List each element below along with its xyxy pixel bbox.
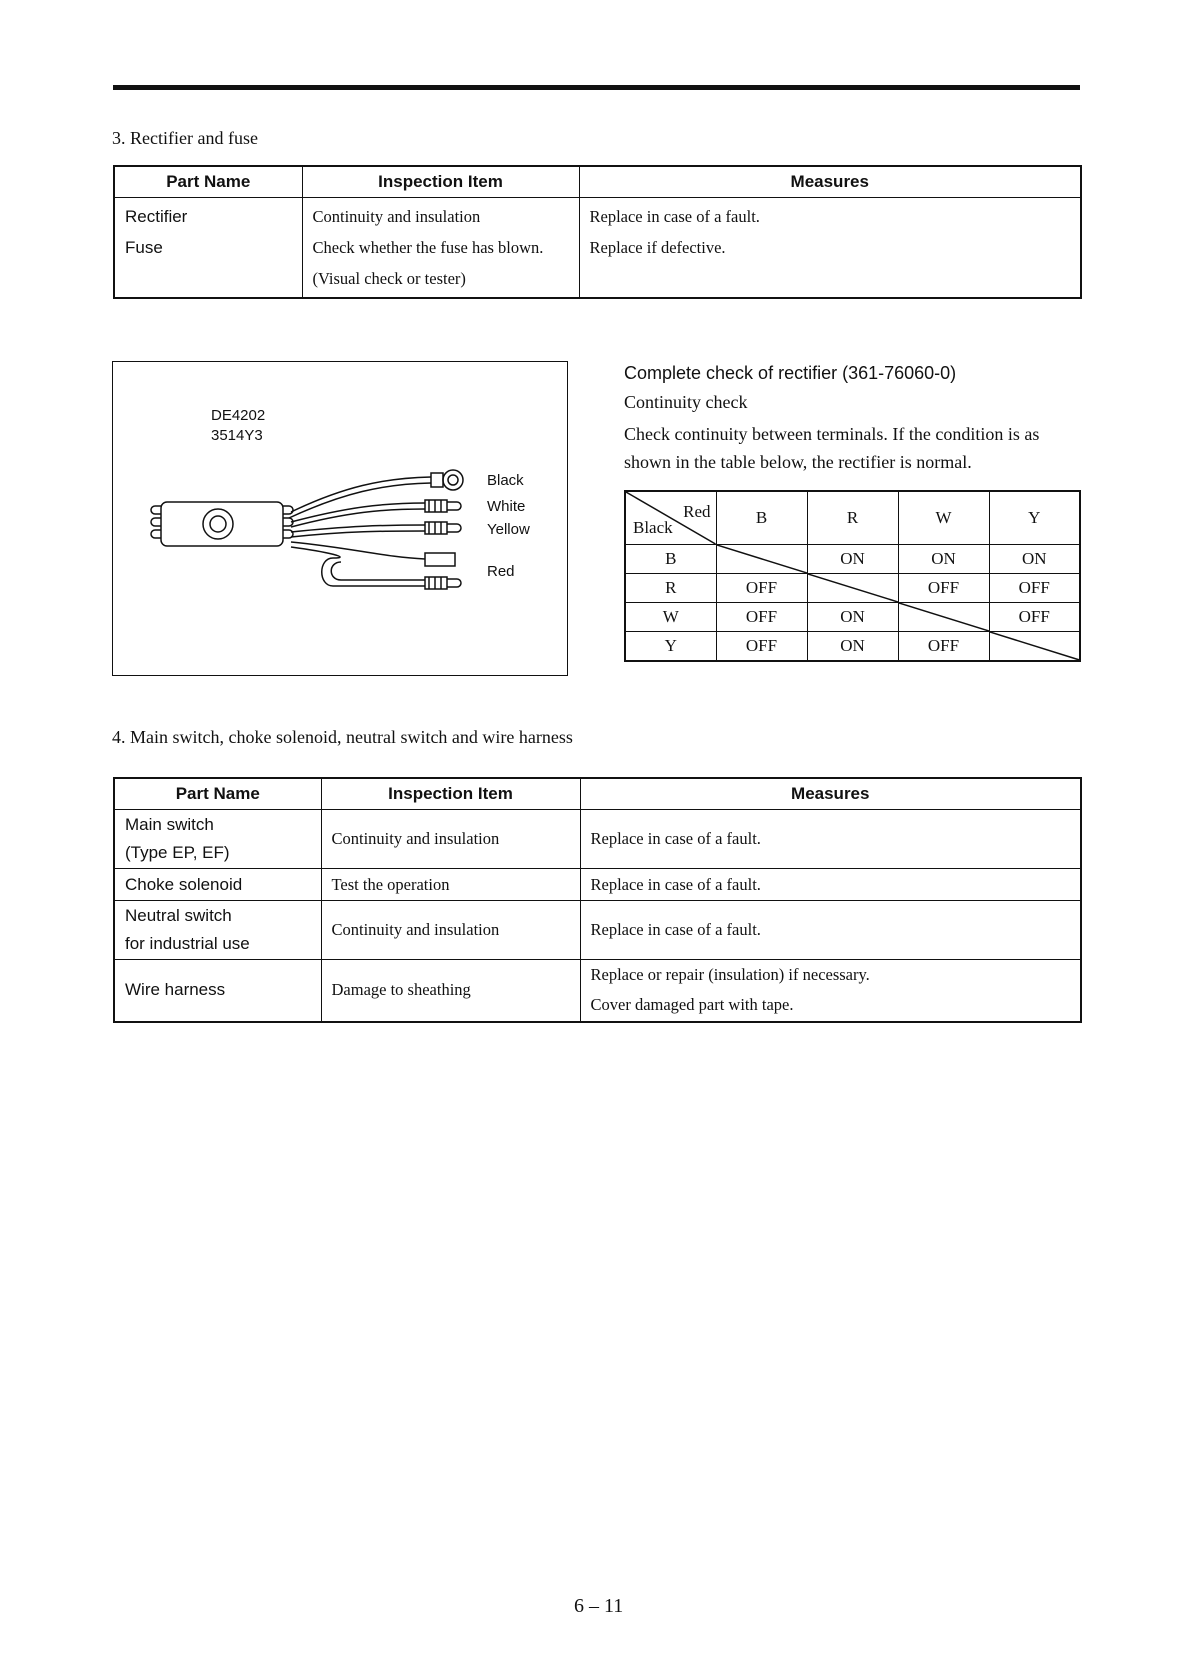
diagram-code-1: DE4202: [211, 407, 266, 424]
cell-diagonal: [808, 574, 898, 602]
part-name-line: Main switch: [125, 815, 214, 834]
continuity-row: [625, 632, 1080, 662]
cell-diagonal: [990, 632, 1080, 660]
inspection-cell: Damage to sheathing: [321, 960, 580, 1022]
measures-cell: Replace if defective.: [579, 232, 1081, 263]
wire-label-white: White: [487, 498, 526, 515]
continuity-cell: ON: [807, 632, 898, 662]
measures-cell: [580, 810, 1081, 869]
rectifier-drawing: [113, 362, 567, 675]
table-row: [114, 869, 1081, 901]
continuity-cell: [716, 545, 807, 574]
corner-label-black: Black: [633, 518, 673, 537]
continuity-cell: ON: [807, 603, 898, 632]
measures-cell: [579, 263, 1081, 298]
wire-label-black: Black: [487, 472, 524, 489]
part-name-line: Neutral switch: [125, 906, 232, 925]
continuity-row: [625, 574, 1080, 603]
inspection-cell: Continuity and insulation: [321, 810, 580, 869]
part-name-line: Wire harness: [125, 980, 226, 1000]
continuity-cell: [989, 632, 1080, 662]
rectifier-check-subtitle: Continuity check: [624, 392, 748, 412]
header-inspection-item: Inspection Item: [321, 778, 580, 810]
red-connector: [425, 553, 455, 566]
inspection-cell: Test the operation: [321, 869, 580, 901]
continuity-cell: OFF: [716, 574, 807, 603]
rectifier-check-body: Check continuity between terminals. If the condition is as shown in the table below, the rectifier is normal.: [624, 424, 1040, 472]
wire-label-yellow: Yellow: [487, 521, 530, 538]
continuity-header-row: [625, 491, 1080, 545]
continuity-cell: ON: [807, 545, 898, 574]
column-header: R: [807, 491, 898, 545]
part-name-cell: Fuse: [114, 232, 302, 263]
continuity-cell: OFF: [716, 632, 807, 662]
table-header-row: [114, 778, 1081, 810]
rectifier-body: [161, 502, 283, 546]
corner-label-red: Red: [683, 502, 711, 521]
column-header: B: [716, 491, 807, 545]
part-name-cell: [114, 263, 302, 298]
continuity-cell: [807, 574, 898, 603]
cell-diagonal: [717, 545, 807, 573]
continuity-cell: [898, 603, 989, 632]
measures-cell: [580, 960, 1081, 1022]
ring-terminal: [443, 470, 463, 490]
page-number: 6 – 11: [574, 1595, 624, 1617]
part-name-cell: [114, 810, 321, 869]
continuity-row: [625, 603, 1080, 632]
column-header: Y: [989, 491, 1080, 545]
part-name-line: for industrial use: [125, 934, 250, 953]
row-header: Y: [625, 632, 716, 662]
cell-diagonal: [899, 603, 989, 631]
continuity-cell: OFF: [989, 603, 1080, 632]
header-inspection-item: Inspection Item: [302, 166, 579, 198]
part-name-line: (Type EP, EF): [125, 843, 230, 862]
measures-line: Replace in case of a fault.: [590, 829, 761, 848]
header-measures: Measures: [580, 778, 1081, 810]
part-name-cell: Rectifier: [114, 198, 302, 233]
inspection-cell: Check whether the fuse has blown.: [302, 232, 579, 263]
table-row: [114, 198, 1081, 233]
table-row: [114, 232, 1081, 263]
corner-cell: [625, 491, 716, 545]
mount-hole-inner: [210, 516, 226, 532]
continuity-cell: ON: [898, 545, 989, 574]
table-row: [114, 810, 1081, 869]
continuity-cell: OFF: [716, 603, 807, 632]
measures-cell: [580, 869, 1081, 901]
header-part-name: Part Name: [114, 778, 321, 810]
inspection-cell: Continuity and insulation: [321, 901, 580, 960]
table-row: [114, 901, 1081, 960]
row-header: W: [625, 603, 716, 632]
measures-cell: [580, 901, 1081, 960]
rectifier-fins-left: [151, 506, 161, 538]
part-name-cell: [114, 960, 321, 1022]
continuity-cell: ON: [989, 545, 1080, 574]
rectifier-fuse-table: [113, 165, 1082, 299]
part-name-line: Choke solenoid: [125, 874, 243, 894]
part-name-cell: [114, 869, 321, 901]
rectifier-check-title: Complete check of rectifier (361-76060-0): [624, 363, 957, 383]
wire-label-red: Red: [487, 563, 515, 580]
measures-line: Replace in case of a fault.: [590, 920, 761, 939]
row-header: R: [625, 574, 716, 603]
inspection-cell: Continuity and insulation: [302, 198, 579, 233]
diagram-code-2: 3514Y3: [211, 427, 263, 444]
measures-cell: Replace in case of a fault.: [579, 198, 1081, 233]
header-measures: Measures: [579, 166, 1081, 198]
measures-line: Replace or repair (insulation) if necessary.: [590, 965, 870, 985]
continuity-cell: OFF: [989, 574, 1080, 603]
header-part-name: Part Name: [114, 166, 302, 198]
continuity-cell: OFF: [898, 632, 989, 662]
table-header-row: [114, 166, 1081, 198]
part-name-cell: [114, 901, 321, 960]
column-header: W: [898, 491, 989, 545]
continuity-table: [624, 490, 1081, 662]
rectifier-diagram: [112, 361, 568, 676]
table-row: [114, 960, 1081, 1022]
row-header: B: [625, 545, 716, 574]
measures-line: Cover damaged part with tape.: [590, 995, 794, 1015]
section-4-title: 4. Main switch, choke solenoid, neutral switch and wire harness: [112, 727, 573, 747]
mount-hole-outer: [203, 509, 233, 539]
section-3-title: 3. Rectifier and fuse: [112, 128, 258, 148]
measures-line: Replace in case of a fault.: [590, 874, 761, 894]
switch-harness-table: [113, 777, 1082, 1023]
table-row: [114, 263, 1081, 298]
continuity-cell: OFF: [898, 574, 989, 603]
top-rule: [113, 85, 1080, 90]
inspection-cell: (Visual check or tester): [302, 263, 579, 298]
continuity-row: [625, 545, 1080, 574]
